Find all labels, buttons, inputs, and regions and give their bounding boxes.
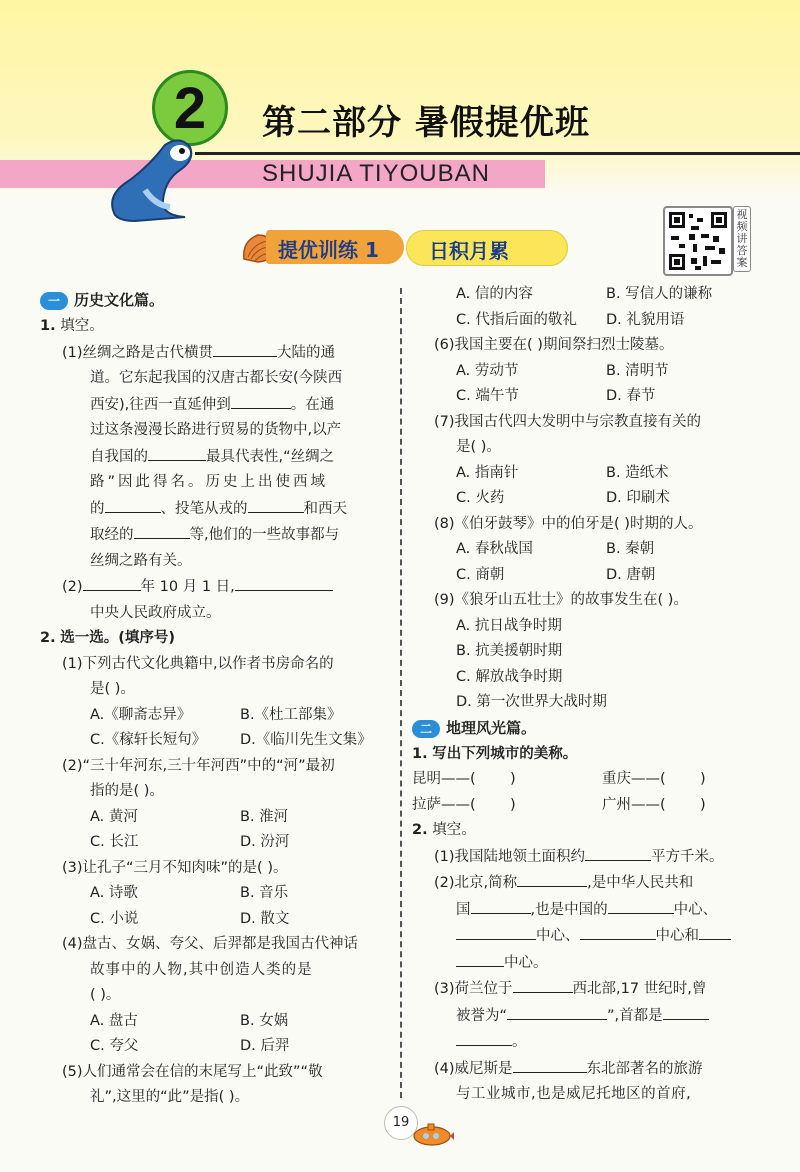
text: (1)我国陆地领土面积约 (434, 848, 586, 865)
section-title: 地理风光篇。 (446, 718, 537, 737)
q1-2 (40, 574, 390, 626)
option-d[interactable]: D. 散文 (240, 910, 290, 927)
blank[interactable] (580, 923, 656, 940)
header-rule (195, 152, 800, 155)
text: 平方千米。 (651, 848, 724, 865)
right-column (412, 282, 762, 1108)
text: 路”因此得名。历史上出使西域 (90, 474, 329, 490)
paren-close: ) (700, 796, 706, 813)
city-chongqing: 重庆——( (602, 771, 666, 787)
option-b[interactable]: B. 抗美援朝时期 (456, 643, 563, 659)
blank[interactable] (507, 1003, 607, 1020)
text: 。在通 (290, 396, 335, 413)
text: 丝绸之路有关。 (90, 552, 192, 569)
q2-1 (40, 652, 390, 754)
blank[interactable] (663, 1003, 709, 1020)
option-b[interactable]: B.《杜工部集》 (240, 706, 342, 723)
text: 。 (512, 1034, 527, 1050)
option-a[interactable]: A. 抗日战争时期 (456, 617, 562, 634)
blank[interactable] (585, 844, 651, 861)
text: 大陆的通 (277, 344, 336, 361)
option-d[interactable]: D. 后羿 (240, 1038, 290, 1054)
text: (3)荷兰位于 (434, 981, 513, 997)
text: 过这条漫漫长路进行贸易的货物中,以产 (90, 422, 342, 438)
option-d[interactable]: D. 第一次世界大战时期 (456, 694, 607, 710)
text: 中心和 (655, 928, 699, 944)
q2-5 (40, 1060, 390, 1111)
text: ,是中华人民共和 (587, 875, 694, 891)
city-row-1 (412, 767, 762, 793)
paren-close: ) (510, 796, 516, 813)
option-b[interactable]: B. 造纸术 (606, 464, 669, 481)
blank[interactable] (83, 574, 141, 591)
text: (8)《伯牙鼓琴》中的伯牙是( )时期的人。 (434, 515, 703, 532)
option-b[interactable]: B. 写信人的谦称 (606, 286, 713, 302)
paren-close: ) (510, 771, 516, 787)
part-number: 2 (173, 75, 207, 141)
subtitle-en: SHUJIA TIYOUBAN (262, 160, 490, 187)
blank[interactable] (235, 574, 333, 591)
blank[interactable] (105, 496, 161, 513)
option-b[interactable]: B. 女娲 (240, 1012, 289, 1029)
text: ,也是中国的 (530, 901, 608, 918)
question-number: 1. (412, 745, 428, 762)
option-d[interactable]: D. 唐朝 (606, 566, 656, 583)
blank[interactable] (513, 976, 573, 993)
banner-right (406, 230, 568, 266)
text: (4)威尼斯是 (434, 1060, 513, 1077)
option-c[interactable]: C. 夸父 (90, 1038, 139, 1054)
r2-4 (412, 1056, 762, 1108)
option-c[interactable]: C.《稼轩长短句》 (90, 732, 207, 748)
option-b[interactable]: B. 清明节 (606, 362, 669, 379)
seal-mascot-icon (95, 135, 205, 225)
banner-left (266, 230, 404, 264)
option-d[interactable]: D. 印刷术 (606, 490, 670, 506)
option-c[interactable]: C. 火药 (456, 490, 505, 506)
text: 国 (456, 901, 471, 918)
blank[interactable] (456, 950, 504, 967)
q2-8 (412, 512, 762, 589)
text: 是( )。 (456, 439, 501, 455)
option-c[interactable]: C. 代指后面的敬礼 (456, 311, 577, 328)
text: 与工业城市,也是威尼托地区的首府, (456, 1086, 692, 1102)
blank[interactable] (517, 870, 587, 887)
option-d[interactable]: D. 礼貌用语 (606, 311, 685, 328)
text: 西北部,17 世纪时,曾 (572, 981, 707, 997)
option-b[interactable]: B. 音乐 (240, 885, 289, 901)
blank[interactable] (471, 897, 531, 914)
text: ”,首都是 (607, 1007, 663, 1024)
option-d[interactable]: D.《临川先生文集》 (240, 732, 372, 748)
blank[interactable] (231, 392, 291, 409)
question-title: 写出下列城市的美称。 (432, 745, 578, 762)
text: 东北部著名的旅游 (586, 1060, 703, 1077)
text: (2)北京,简称 (434, 875, 518, 891)
city-row-2 (412, 793, 762, 819)
option-a[interactable]: A. 信的内容 (456, 286, 533, 302)
blank[interactable] (456, 1029, 512, 1046)
text: (2) (62, 579, 83, 595)
option-a[interactable]: A. 指南针 (456, 464, 519, 481)
text: (3)让孔子“三月不知肉味”的是( )。 (62, 859, 288, 876)
option-a[interactable]: A. 劳动节 (456, 362, 519, 379)
blank[interactable] (513, 1056, 587, 1073)
option-d[interactable]: D. 汾河 (240, 834, 290, 850)
q2-7 (412, 410, 762, 512)
text: 指的是( )。 (90, 783, 164, 799)
text: 年 10 月 1 日, (140, 579, 235, 595)
left-column (40, 288, 390, 1111)
text: 故事中的人物,其中创造人类的是 (90, 961, 313, 978)
city-lhasa: 拉萨——( (412, 796, 476, 813)
q1-1 (40, 340, 390, 575)
q2-4 (40, 932, 390, 1060)
text: 被誉为“ (456, 1007, 508, 1024)
section-badge: 一 (40, 292, 68, 310)
option-d[interactable]: D. 春节 (606, 388, 656, 404)
text: (6)我国主要在( )期间祭扫烈士陵墓。 (434, 337, 674, 353)
question-1 (40, 314, 390, 340)
question-number: 1. (40, 318, 56, 334)
text: 礼”,这里的“此”是指( )。 (90, 1089, 250, 1105)
text: 中央人民政府成立。 (90, 604, 221, 621)
blank[interactable] (134, 522, 190, 539)
column-divider (400, 288, 402, 1098)
city-guangzhou: 广州——( (602, 796, 666, 813)
question-title: 选一选。(填序号) (60, 630, 175, 646)
blank[interactable] (699, 923, 731, 940)
banner-left-text: 提优训练 1 (278, 238, 379, 262)
text: 等,他们的一些故事都与 (189, 527, 340, 543)
part-title: 第二部分 暑假提优班 (262, 103, 590, 143)
q2-3 (40, 856, 390, 933)
question-title: 填空。 (432, 822, 476, 838)
text: (5)人们通常会在信的末尾写上“此致”“敬 (62, 1063, 323, 1080)
option-a[interactable]: A. 春秋战国 (456, 541, 533, 557)
option-b[interactable]: B. 淮河 (240, 808, 289, 825)
text: 中心、 (673, 901, 718, 918)
text: 最具代表性,“丝绸之 (206, 448, 335, 465)
page-number: 19 (384, 1106, 418, 1140)
section-history (40, 288, 390, 314)
text: 的 (90, 500, 105, 517)
geo-question-1 (412, 742, 762, 768)
text: 中心、 (536, 928, 580, 944)
qr-label: 视频讲答案 (733, 206, 751, 272)
blank[interactable] (148, 444, 206, 461)
option-b[interactable]: B. 秦朝 (606, 541, 655, 557)
section-badge: 二 (412, 720, 440, 738)
text: 是( )。 (90, 681, 135, 697)
blank[interactable] (456, 923, 536, 940)
text: (2)“三十年河东,三十年河西”中的“河”最初 (62, 757, 335, 774)
question-title: 填空。 (60, 318, 104, 334)
question-number: 2. (40, 630, 56, 646)
qr-code-icon[interactable] (663, 206, 733, 276)
option-c[interactable]: C. 端午节 (456, 388, 519, 404)
question-2 (40, 626, 390, 652)
option-c[interactable]: C. 解放战争时期 (456, 668, 563, 685)
text: 西安),往西一直延伸到 (90, 396, 231, 413)
blank[interactable] (248, 496, 304, 513)
section-geography (412, 716, 762, 742)
option-c[interactable]: C. 小说 (90, 910, 139, 927)
text: 自我国的 (90, 448, 148, 465)
text: (1)下列古代文化典籍中,以作者书房命名的 (62, 655, 334, 672)
banner-right-text: 日积月累 (429, 239, 509, 263)
text: (7)我国古代四大发明中与宗教直接有关的 (434, 413, 702, 430)
r2-2 (412, 870, 762, 976)
option-c[interactable]: C. 长江 (90, 834, 139, 850)
q2-9 (412, 588, 762, 716)
text: (4)盘古、女娲、夸父、后羿都是我国古代神话 (62, 936, 359, 952)
option-a[interactable]: A. 诗歌 (90, 885, 138, 901)
option-a[interactable]: A. 黄河 (90, 808, 138, 825)
paren-close: ) (700, 771, 706, 787)
blank[interactable] (608, 897, 674, 914)
text: 道。它东起我国的汉唐古都长安(今陕西 (90, 370, 343, 386)
option-a[interactable]: A. 盘古 (90, 1012, 138, 1029)
text: (9)《狼牙山五壮士》的故事发生在( )。 (434, 592, 688, 608)
question-number: 2. (412, 822, 428, 838)
geo-question-2 (412, 818, 762, 844)
city-kunming: 昆明——( (412, 771, 476, 787)
option-c[interactable]: C. 商朝 (456, 566, 505, 583)
blank[interactable] (213, 340, 277, 357)
r2-3 (412, 976, 762, 1056)
text: 和西天 (303, 500, 347, 517)
r2-1 (412, 844, 762, 871)
text: 、投笔从戎的 (160, 500, 248, 517)
submarine-icon (406, 1118, 454, 1148)
text: 中心。 (504, 954, 548, 971)
text: 取经的 (90, 527, 134, 543)
text: ( )。 (90, 987, 121, 1003)
text: (1)丝绸之路是古代横贯 (62, 344, 214, 361)
section-title: 历史文化篇。 (74, 291, 165, 310)
q2-5-options (412, 282, 762, 333)
q2-2 (40, 754, 390, 856)
q2-6 (412, 333, 762, 410)
option-a[interactable]: A.《聊斋志异》 (90, 706, 192, 723)
